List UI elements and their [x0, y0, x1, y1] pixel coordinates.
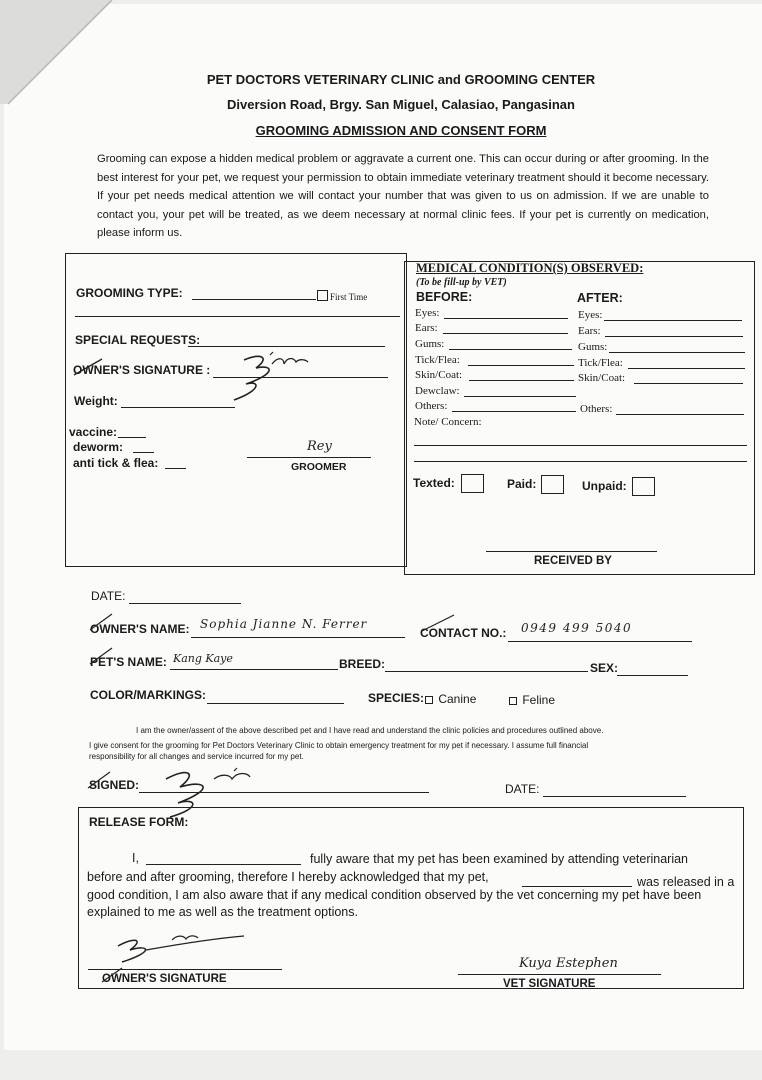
- grooming-type-field[interactable]: [192, 299, 316, 300]
- release-pet-field[interactable]: [522, 886, 632, 887]
- after-eyes-label: Eyes:: [578, 309, 603, 321]
- color-markings-label: COLOR/MARKINGS:: [90, 688, 206, 702]
- owner-name-checkmark: [88, 612, 118, 634]
- owner-signature-label: OWNER'S SIGNATURE :: [73, 363, 211, 377]
- after-skincoat-label: Skin/Coat:: [578, 372, 626, 384]
- release-text-1: fully aware that my pet has been examined by attending veterinarian: [310, 852, 689, 866]
- after-skincoat-field[interactable]: [634, 383, 743, 384]
- contact-label: CONTACT NO.:: [420, 626, 507, 640]
- note-line-2[interactable]: [414, 461, 747, 462]
- after-eyes-field[interactable]: [604, 320, 742, 321]
- vaccine-label: vaccine:: [69, 425, 118, 439]
- after-ears-field[interactable]: [605, 336, 743, 337]
- sex-label: SEX:: [590, 661, 619, 675]
- intro-paragraph: Grooming can expose a hidden medical problem or aggravate a current one. This can occur during or after grooming. In the best interest for your pet, we request your permission to obtain immediate veterinary treatment should it become necessary. If your pet needs medical attention we will contact your number that was given to us on admission. If we are unable to contact you, your pet will be treated, as we deem necessary at normal clinic fees. If your pet is currently on medication, please inform us.: [97, 153, 709, 239]
- before-skincoat-field[interactable]: [469, 380, 574, 381]
- before-ears-label: Ears:: [415, 322, 438, 334]
- before-skincoat-label: Skin/Coat:: [415, 369, 463, 381]
- form-title: GROOMING ADMISSION AND CONSENT FORM: [255, 123, 547, 138]
- medical-title: MEDICAL CONDITION(S) OBSERVED:: [416, 261, 644, 275]
- owner-name-label: OWNER'S NAME:: [90, 622, 190, 636]
- pet-name-value: Kang Kaye: [173, 652, 233, 665]
- species-feline-option[interactable]: Feline: [509, 693, 555, 707]
- owner-name-value: Sophia Jianne N. Ferrer: [200, 617, 368, 631]
- after-ears-label: Ears:: [578, 325, 601, 337]
- received-by-label: RECEIVED BY: [534, 555, 612, 567]
- signed-checkmark: [86, 770, 116, 792]
- after-others-label: Others:: [580, 403, 613, 415]
- special-requests-field[interactable]: [188, 346, 385, 347]
- groomer-label: GROOMER: [291, 461, 347, 473]
- vet-signature-label: VET SIGNATURE: [503, 978, 596, 990]
- breed-field[interactable]: [385, 671, 588, 672]
- weight-field[interactable]: [121, 407, 235, 408]
- deworm-field[interactable]: [133, 452, 154, 453]
- consent-line-1: I am the owner/assent of the above described pet and I have read and understand the clinic policies and procedures outlined above.: [136, 726, 604, 735]
- before-ears-field[interactable]: [443, 333, 568, 334]
- color-markings-field[interactable]: [207, 703, 344, 704]
- clinic-address: Diversion Road, Brgy. San Miguel, Calasiao, Pangasinan: [227, 97, 575, 112]
- release-text-4: explained to me as well as the treatment options.: [87, 905, 358, 919]
- texted-label: Texted:: [413, 476, 455, 490]
- date-label: DATE:: [91, 589, 126, 603]
- sex-field[interactable]: [617, 675, 688, 676]
- before-others-label: Others:: [415, 400, 448, 412]
- note-line-1[interactable]: [414, 445, 747, 446]
- before-dewclaw-field[interactable]: [464, 396, 576, 397]
- unpaid-label: Unpaid:: [582, 479, 627, 493]
- before-tickflea-field[interactable]: [468, 365, 574, 366]
- antitick-field[interactable]: [165, 468, 186, 469]
- weight-label: Weight:: [74, 394, 118, 408]
- after-tickflea-label: Tick/Flea:: [578, 357, 623, 369]
- owner-signature-scribble: [222, 350, 312, 405]
- contact-value: 0949 499 5040: [521, 621, 633, 635]
- before-gums-label: Gums:: [415, 338, 445, 350]
- release-text-2b: was released in a: [637, 875, 735, 889]
- before-gums-field[interactable]: [449, 349, 572, 350]
- texted-checkbox[interactable]: [461, 474, 484, 493]
- after-gums-field[interactable]: [609, 352, 745, 353]
- release-name-field[interactable]: [146, 864, 301, 865]
- unpaid-checkbox[interactable]: [632, 477, 655, 496]
- pet-name-field[interactable]: [170, 669, 338, 670]
- release-form-title: RELEASE FORM:: [89, 815, 189, 829]
- release-owner-signature-label: OWNER'S SIGNATURE: [102, 973, 227, 985]
- grooming-type-extra-line: [75, 316, 400, 317]
- after-tickflea-field[interactable]: [628, 368, 745, 369]
- consent-date-label: DATE:: [505, 782, 540, 796]
- date-field[interactable]: [129, 603, 241, 604]
- release-owner-scribble: [110, 930, 250, 970]
- after-label: AFTER:: [577, 291, 623, 305]
- release-i-label: I,: [132, 851, 139, 865]
- vet-signature-value: Kuya Estephen: [519, 956, 618, 971]
- signed-label: SIGNED:: [89, 778, 140, 792]
- before-eyes-field[interactable]: [444, 318, 568, 319]
- release-text-2a: before and after grooming, therefore I hereby acknowledged that my pet,: [87, 870, 489, 884]
- special-requests-label: SPECIAL REQUESTS:: [75, 333, 201, 347]
- breed-label: BREED:: [339, 657, 386, 671]
- contact-field[interactable]: [508, 641, 692, 642]
- pet-name-label: PET'S NAME:: [90, 655, 167, 669]
- after-gums-label: Gums:: [578, 341, 608, 353]
- consent-line-3: responsibility for all changes and service incurred for my pet.: [89, 752, 304, 761]
- owner-checkmark: [72, 357, 112, 379]
- before-others-field[interactable]: [452, 411, 576, 412]
- contact-checkmark: [420, 613, 460, 635]
- release-owner-checkmark: [100, 966, 130, 986]
- species-canine-option[interactable]: Canine: [425, 692, 476, 706]
- paid-checkbox[interactable]: [541, 475, 564, 494]
- consent-line-2: I give consent for the grooming for Pet Doctors Veterinary Clinic to obtain emergency treatment for my pet if necessary. I assume full financial: [89, 741, 589, 750]
- paid-label: Paid:: [507, 477, 537, 491]
- groomer-field[interactable]: [247, 457, 371, 458]
- vet-signature-field[interactable]: [458, 974, 661, 975]
- species-label: SPECIES:: [368, 691, 425, 705]
- note-label: Note/ Concern:: [414, 416, 482, 428]
- owner-name-field[interactable]: [191, 637, 405, 638]
- received-by-field[interactable]: [486, 551, 657, 552]
- first-time-checkbox[interactable]: First Time: [317, 290, 367, 302]
- groomer-value: Rey: [307, 439, 332, 454]
- antitick-label: anti tick & flea:: [73, 456, 159, 470]
- clinic-name: PET DOCTORS VETERINARY CLINIC and GROOMING CENTER: [206, 72, 596, 87]
- folded-corner: [0, 0, 120, 110]
- medical-subtitle: (To be fill-up by VET): [416, 277, 507, 288]
- before-eyes-label: Eyes:: [415, 307, 440, 319]
- deworm-label: deworm:: [73, 440, 124, 454]
- before-dewclaw-label: Dewclaw:: [415, 385, 460, 397]
- grooming-type-label: GROOMING TYPE:: [76, 286, 183, 300]
- vaccine-field[interactable]: [118, 437, 146, 438]
- after-others-field[interactable]: [616, 414, 744, 415]
- consent-date-field[interactable]: [543, 796, 686, 797]
- pet-name-checkmark: [88, 646, 118, 668]
- before-tickflea-label: Tick/Flea:: [415, 354, 460, 366]
- release-text-3: good condition, I am also aware that if any medical condition observed by the vet concerning my pet have been: [87, 888, 702, 902]
- before-label: BEFORE:: [416, 290, 473, 304]
